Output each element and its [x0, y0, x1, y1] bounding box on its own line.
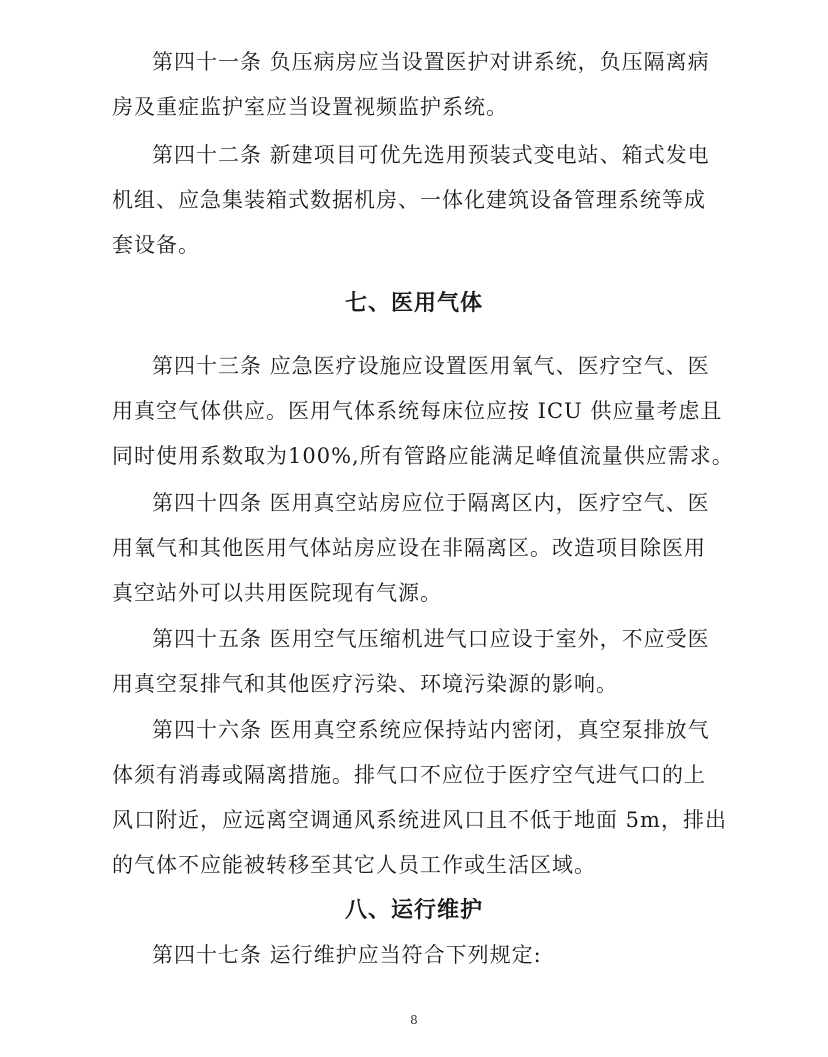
text-line: 房及重症监护室应当设置视频监护系统。 [112, 95, 508, 119]
text-line: 第四十一条 负压病房应当设置医护对讲系统，负压隔离病 [152, 50, 710, 74]
text-line: 风口附近，应远离空调通风系统进风口且不低于地面 5m，排出 [112, 808, 727, 832]
text-line: 第四十六条 医用真空系统应保持站内密闭，真空泵排放气 [152, 718, 710, 742]
text-line: 第四十五条 医用空气压缩机进气口应设于室外，不应受医 [152, 627, 710, 651]
text-line: 套设备。 [112, 233, 200, 257]
text-line: 体须有消毒或隔离措施。排气口不应位于医疗空气进气口的上 [112, 763, 706, 787]
text-line: 第四十三条 应急医疗设施应设置医用氧气、医疗空气、医 [152, 354, 710, 378]
text-line: 用真空泵排气和其他医疗污染、环境污染源的影响。 [112, 672, 618, 696]
text-line: 第四十四条 医用真空站房应位于隔离区内，医疗空气、医 [152, 491, 710, 515]
text-line: 机组、应急集装箱式数据机房、一体化建筑设备管理系统等成 [112, 188, 706, 212]
text-line: 真空站外可以共用医院现有气源。 [112, 581, 442, 605]
text-line: 的气体不应能被转移至其它人员工作或生活区域。 [112, 853, 596, 877]
text-line: 用氧气和其他医用气体站房应设在非隔离区。改造项目除医用 [112, 536, 706, 560]
text-line: 用真空气体供应。医用气体系统每床位应按 ICU 供应量考虑且 [112, 399, 723, 423]
text-line: 同时使用系数取为100%,所有管路应能满足峰值流量供应需求。 [112, 444, 734, 468]
section-heading-operation-maintenance: 八、运行维护 [344, 898, 483, 923]
section-heading-medical-gas: 七、医用气体 [344, 291, 483, 316]
text-line: 第四十二条 新建项目可优先选用预装式变电站、箱式发电 [152, 143, 710, 167]
page-number: 8 [410, 1013, 418, 1027]
text-line: 第四十七条 运行维护应当符合下列规定: [152, 943, 542, 967]
